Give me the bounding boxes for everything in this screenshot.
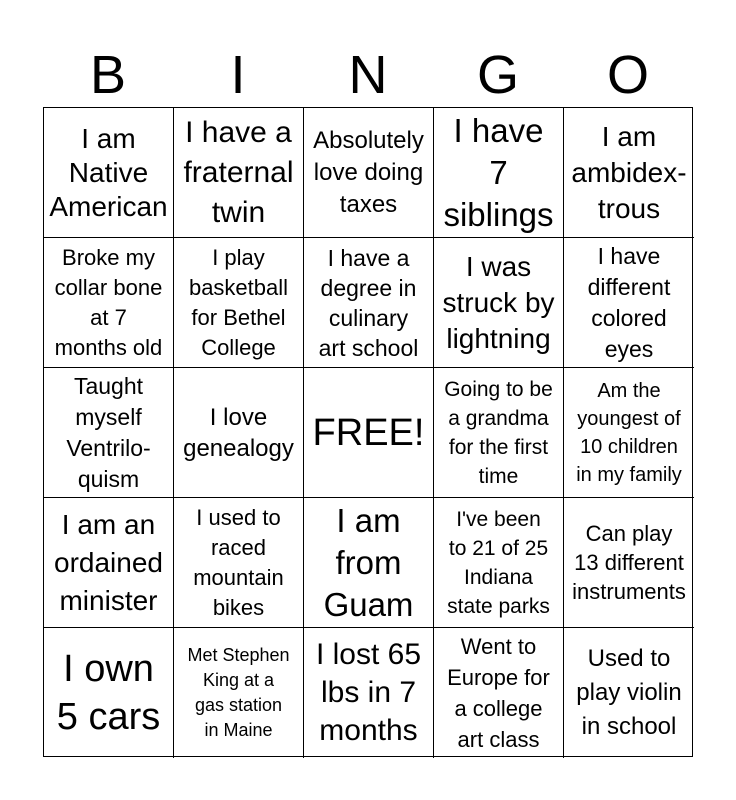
bingo-cell[interactable] — [174, 368, 304, 498]
bingo-cell[interactable] — [44, 498, 174, 628]
cell-text: Taught myself Ventrilo- quism — [66, 372, 151, 492]
bingo-cell[interactable] — [434, 368, 564, 498]
cell-text: Am the youngest of 10 children in my family — [576, 379, 682, 486]
bingo-cell[interactable] — [304, 498, 434, 628]
bingo-cell[interactable] — [304, 628, 434, 758]
header-letter-g: G — [476, 45, 519, 105]
bingo-cell[interactable] — [44, 238, 174, 368]
cell-text: I am from Guam — [323, 501, 414, 623]
bingo-header — [43, 44, 693, 106]
bingo-cell[interactable] — [304, 238, 434, 368]
bingo-cell[interactable] — [564, 368, 694, 498]
cell-text: Used to play violin in school — [576, 645, 682, 740]
bingo-cell[interactable] — [564, 108, 694, 238]
free-space-label: FREE! — [312, 411, 425, 454]
cell-text: I have a degree in culinary art school — [318, 244, 419, 361]
header-letter-b: B — [89, 45, 127, 105]
cell-text: I was struck by lightning — [442, 250, 555, 354]
bingo-cell[interactable] — [44, 628, 174, 758]
cell-text: Broke my collar bone at 7 months old — [54, 244, 163, 360]
bingo-cell[interactable] — [564, 498, 694, 628]
bingo-cell[interactable] — [434, 498, 564, 628]
bingo-cell[interactable] — [174, 498, 304, 628]
header-letter-i: I — [230, 45, 246, 105]
bingo-cell[interactable] — [434, 108, 564, 238]
bingo-cell[interactable] — [174, 238, 304, 368]
cell-text: I have 7 siblings — [443, 111, 554, 233]
cell-text: Going to be a grandma for the first time — [444, 377, 553, 488]
cell-text: I've been to 21 of 25 Indiana state parks — [447, 507, 550, 618]
cell-text: I am ambidex- trous — [571, 120, 687, 224]
bingo-cell[interactable] — [434, 238, 564, 368]
cell-text: I own 5 cars — [56, 648, 161, 738]
cell-text: Absolutely love doing taxes — [313, 126, 424, 218]
cell-text: Went to Europe for a college art class — [447, 634, 550, 752]
bingo-cell[interactable] — [434, 628, 564, 758]
bingo-cell[interactable] — [44, 108, 174, 238]
cell-text: I used to raced mountain bikes — [193, 504, 284, 620]
cell-text: I love genealogy — [183, 403, 294, 462]
cell-text: I have a fraternal twin — [183, 115, 294, 229]
cell-text: I have different colored eyes — [587, 242, 671, 362]
bingo-cell[interactable] — [564, 238, 694, 368]
free-space-cell[interactable] — [304, 368, 434, 498]
cell-text: I am Native American — [49, 122, 168, 222]
header-letter-n: N — [348, 45, 388, 105]
bingo-cell[interactable] — [44, 368, 174, 498]
bingo-cell[interactable] — [174, 628, 304, 758]
cell-text: I am an ordained minister — [54, 508, 163, 616]
bingo-cell[interactable] — [174, 108, 304, 238]
cell-text: Met Stephen King at a gas station in Maine — [187, 645, 290, 740]
bingo-cell[interactable] — [564, 628, 694, 758]
bingo-cell[interactable] — [304, 108, 434, 238]
header-letter-o: O — [606, 45, 649, 105]
cell-text: I lost 65 lbs in 7 months — [315, 638, 422, 747]
cell-text: Can play 13 different instruments — [572, 521, 686, 604]
cell-text: I play basketball for Bethel College — [188, 244, 289, 360]
bingo-board — [43, 107, 693, 757]
